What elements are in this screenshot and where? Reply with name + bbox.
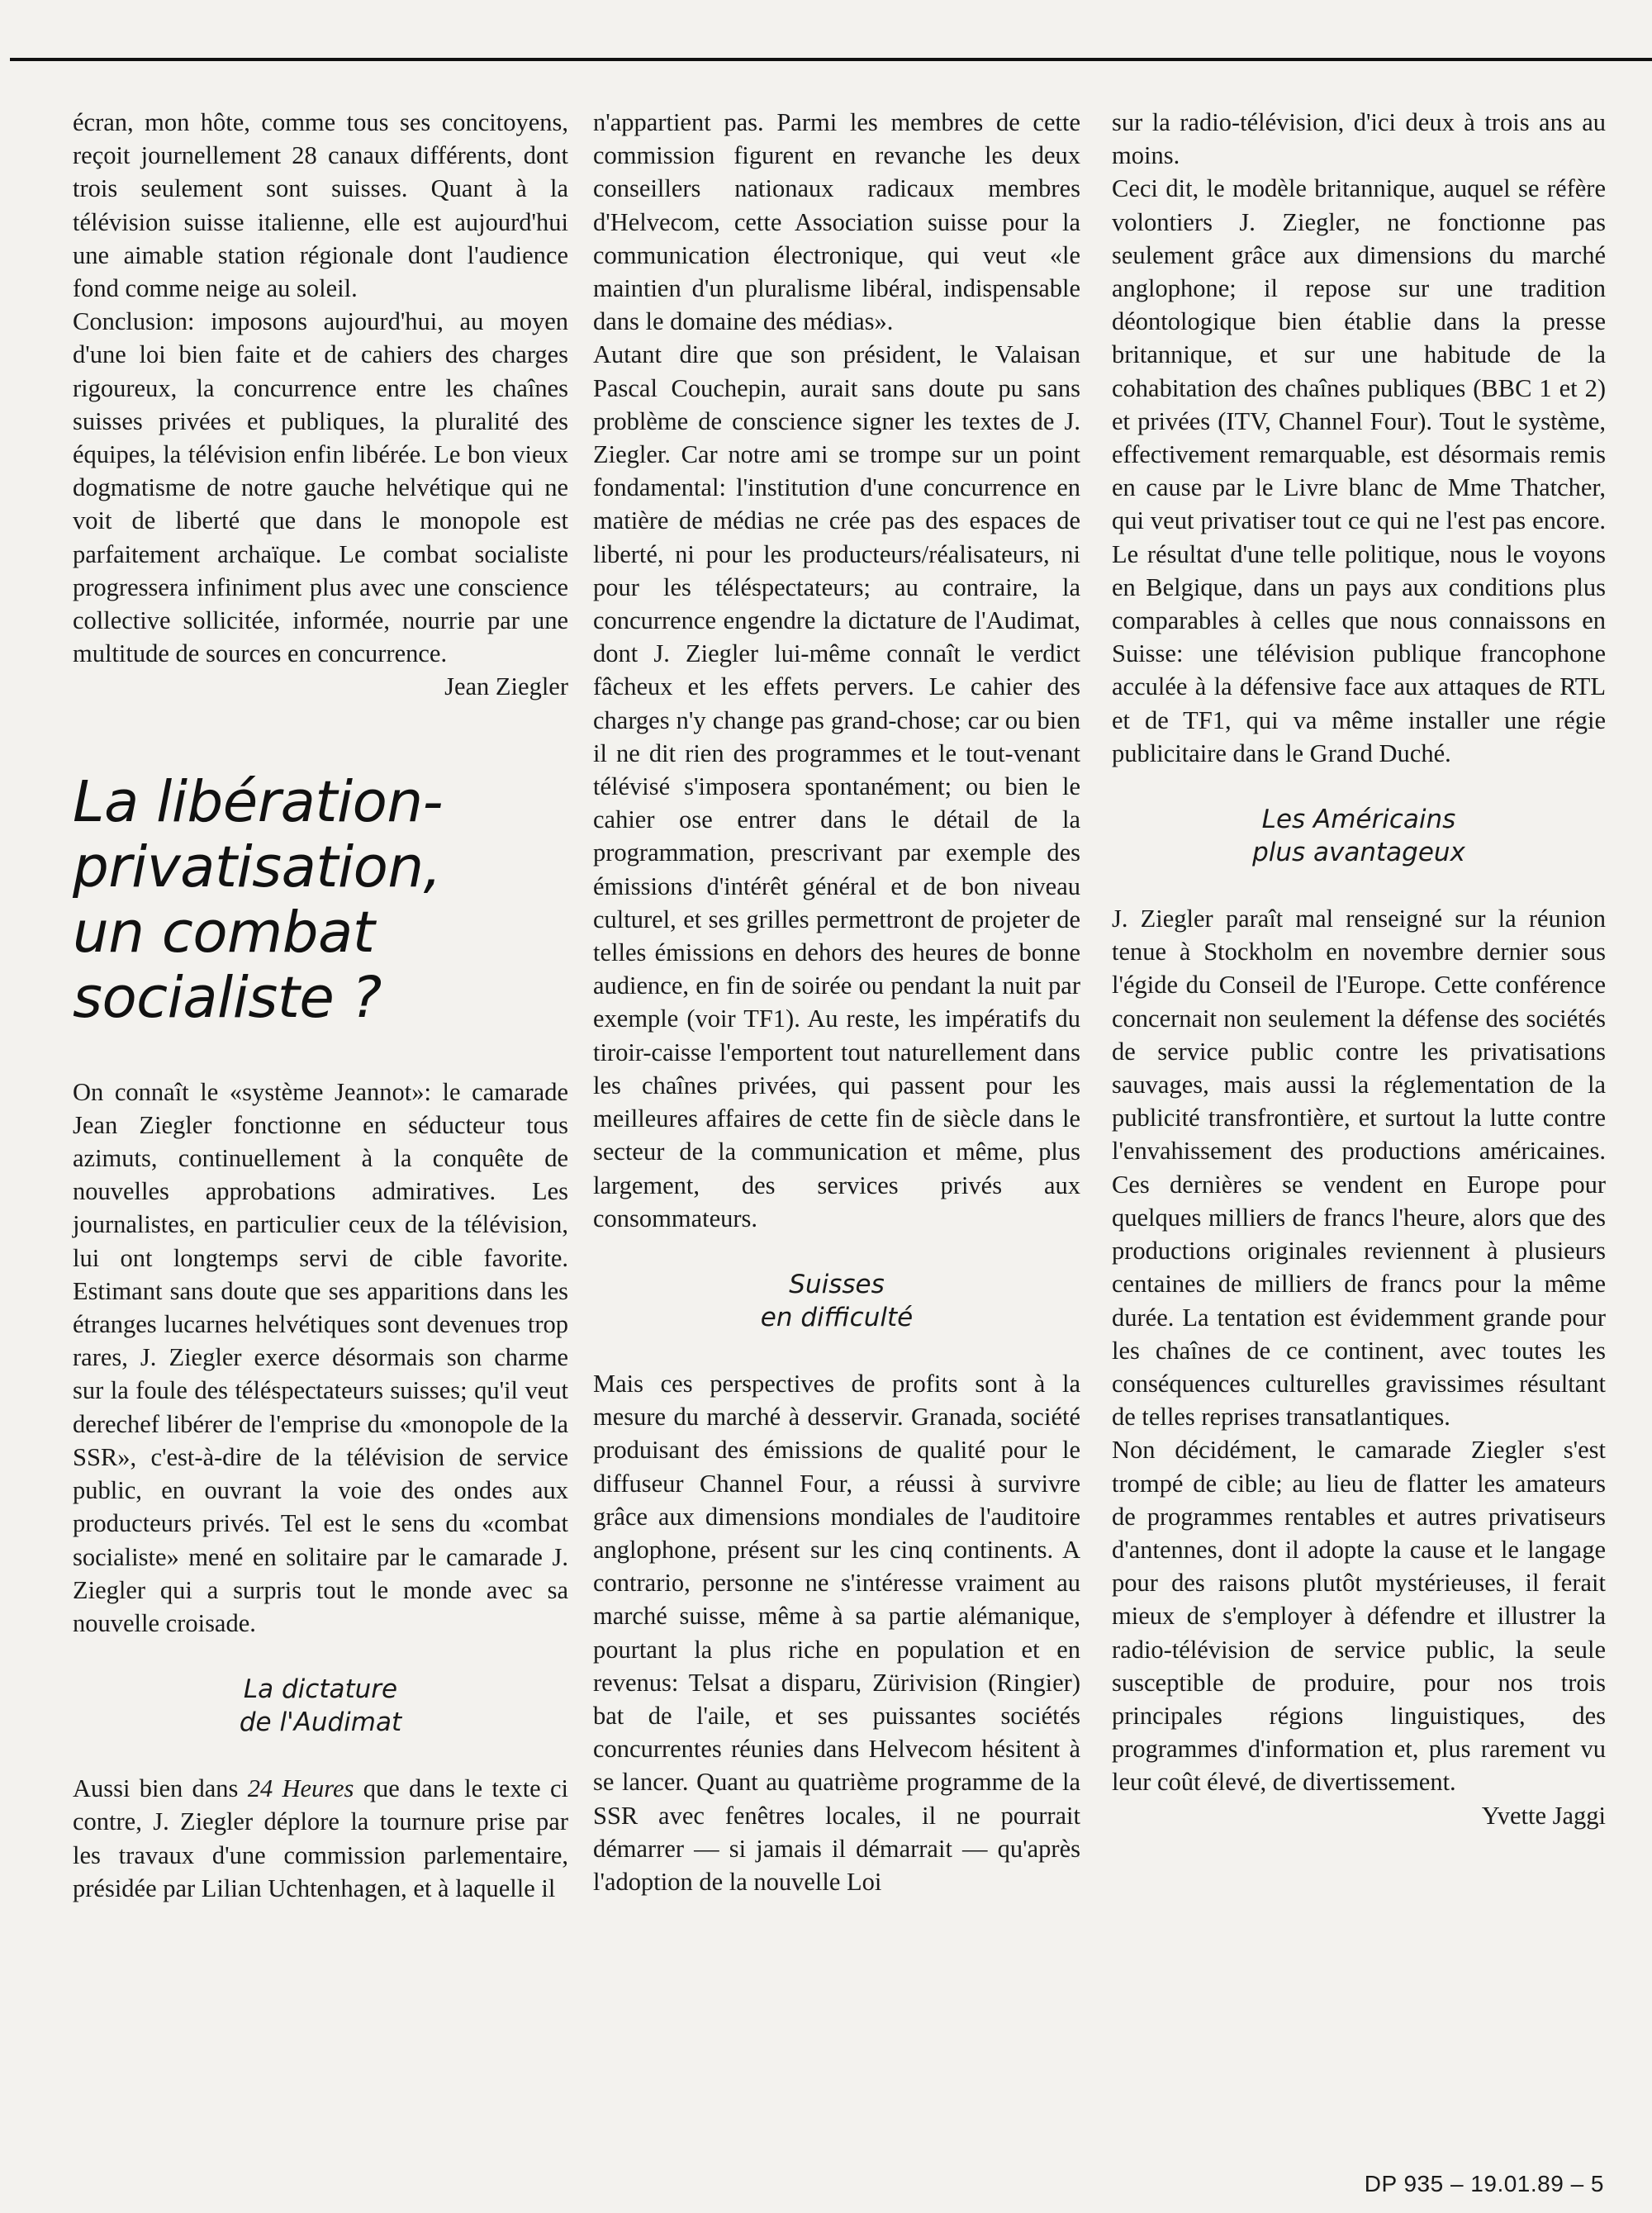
subheading: Suisses en difficulté [760, 1269, 914, 1332]
paragraph: Autant dire que son président, le Valaisan Pascal Couchepin, aurait sans doute pu sans problème de conscience signer les textes de J. Ziegler. Car notre ami se trompe sur un point fondamental: l'institution d'une concurrence en matière de médias ne crée pas des espaces de liberté, ni pour les producteurs/réalisateurs, ni pour les téléspectateurs; au contraire, la concurrence engendre la dictature de l'Audimat, dont J. Ziegler lui-même connaît le verdict fâcheux et les effets pervers. Le cahier des charges n'y change pas grand-chose; car ou bien il ne dit rien des programmes et le tout-venant télévisé s'imposera spontanément; ou bien le cahier ose entrer dans le détail de la programmation, prescrivant par exemple des émissions d'intérêt général et de bon niveau culturel, et ses grilles permettront de projeter de telles émissions en dehors des heures de bonne audience, en fin de soirée ou pendant la nuit par exemple (voir TF1). Au reste, les impératifs du tiroir-caisse l'emportent tout naturellement dans les chaînes privées, qui passent pour les meilleures affaires de cette fin de siècle dans le secteur de la communication et même, plus largement, des services privés aux consommateurs. [593, 340, 1080, 1232]
paragraph: Ceci dit, le modèle britannique, auquel se réfère volontiers J. Ziegler, ne fonctionne pas seulement grâce aux dimensions du marché anglophone; il repose sur une tradition déontologique bien établie dans la presse britannique, et sur une habitude de la cohabitation des chaînes publiques (BBC 1 et 2) et privées (ITV, Channel Four). Tout le système, effectivement remarquable, est désormais remis en cause par le Livre blanc de Mme Thatcher, qui veut privatiser tout ce qui ne l'est pas encore. Le résultat d'une telle politique, nous le voyons en Belgique, dans un pays aux conditions plus comparables à celles que nous connaissons en Suisse: une télévision publique francophone acculée à la défensive face aux attaques de RTL et de TF1, qui va même installer une régie publicitaire dans le Grand Duché. [1112, 174, 1606, 767]
paragraph: On connaît le «système Jeannot»: le camarade Jean Ziegler fonctionne en séducteur tous azimuts, continuellement à la conquête de nouvelles approbations admiratives. Les journalistes, en particulier ceux de la télévision, lui ont longtemps servi de cible favorite. Estimant sans doute que ses apparitions dans les étranges lucarnes helvétiques sont devenues trop rares, J. Ziegler exerce désormais son charme sur la foule des téléspectateurs suisses; qu'il veut derechef libérer de l'emprise du «monopole de la SSR», c'est-à-dire de la télévision de service public, en ouvrant la voie des ondes aux producteurs privés. Tel est le sens du «combat socialiste» mené en solitaire par le camarade J. Ziegler qui a surpris tout le monde avec sa nouvelle croisade. [73, 1077, 568, 1637]
top-rule [10, 58, 1652, 61]
paragraph: Aussi bien dans 24 Heures que dans le texte ci contre, J. Ziegler déplore la tournure prise par les travaux d'une commission parlementaire, présidée par Lilian Uchtenhagen, et à laquelle il [73, 1774, 568, 1902]
paragraph: écran, mon hôte, comme tous ses concitoyens, reçoit journellement 28 canaux différents, dont trois seulement sont suisses. Quant à la télévision suisse italienne, elle est aujourd'hui une aimable station régionale dont l'audience fond comme neige au soleil. [73, 108, 568, 303]
column-2 [593, 106, 1080, 1898]
author-signature: Yvette Jaggi [1481, 1801, 1606, 1830]
subheading: Les Américains plus avantageux [1252, 805, 1465, 868]
paragraph: sur la radio-télévision, d'ici deux à trois ans au moins. [1112, 108, 1606, 170]
paragraph: J. Ziegler paraît mal renseigné sur la réunion tenue à Stockholm en novembre dernier sous l'égide du Conseil de l'Europe. Cette conférence concernait non seulement la défense des sociétés de service public contre les privatisations sauvages, mais aussi la réglementation de la publicité transfrontière, et surtout la lutte contre l'envahissement des productions américaines. Ces dernières se vendent en Europe pour quelques milliers de francs l'heure, alors que des productions originales reviennent à plusieurs centaines de milliers de francs pour la même durée. La tentation est évidemment grande pour les chaînes de ce continent, avec toutes les conséquences culturelles gravissimes résultant de telles reprises transatlantiques. [1112, 905, 1606, 1432]
paragraph: Mais ces perspectives de profits sont à la mesure du marché à desservir. Granada, société produisant des émissions de qualité pour le diffuseur Channel Four, a réussi à survivre grâce aux dimensions mondiales de l'auditoire anglophone, présent sur les cinq continents. A contrario, personne ne s'intéresse vraiment au marché suisse, même à sa partie alémanique, pourtant la plus riche en population et en revenus: Telsat a disparu, Zürivision (Ringier) bat de l'aile, et ses puissantes sociétés concurrentes réunies dans Helvecom hésitent à se lancer. Quant au quatrième programme de la SSR avec fenêtres locales, il ne pourrait démarrer — si jamais il démarrait — qu'après l'adoption de la nouvelle Loi [593, 1369, 1080, 1896]
paragraph: Non décidément, le camarade Ziegler s'est trompé de cible; au lieu de flatter les amateurs de programmes rentables et autres privatiseurs d'antennes, dont il adopte la cause et le langage pour des raisons plutôt mystérieuses, il ferait mieux de s'employer à défendre et illustrer la radio-télévision de service public, la seule susceptible de produire, pour nos trois principales régions linguistiques, des programmes d'information et, plus rarement vu leur coût élevé, de divertissement. [1112, 1436, 1606, 1797]
headline-line: privatisation, [73, 833, 442, 900]
headline-line: socialiste ? [73, 964, 382, 1031]
paragraph: n'appartient pas. Parmi les membres de cette commission figurent en revanche les deux conseillers nationaux radicaux membres d'Helvecom, cette Association suisse pour la communication électronique, qui veut «le maintien d'un pluralisme libéral, indispensable dans le domaine des médias». [593, 108, 1080, 336]
column-3 [1112, 106, 1606, 1832]
page-footer: DP 935 – 19.01.89 – 5 [1364, 2171, 1604, 2196]
column-1 [73, 106, 568, 1905]
publication-title: 24 Heures [247, 1774, 354, 1803]
article-headline [73, 770, 568, 1031]
subheading: La dictature de l'Audimat [239, 1674, 402, 1738]
headline-line: La libération- [73, 768, 443, 835]
author-signature: Jean Ziegler [444, 672, 568, 701]
paragraph: Conclusion: imposons aujourd'hui, au moyen d'une loi bien faite et de cahiers des charges rigoureux, la concurrence entre les chaînes suisses privées et publiques, la pluralité des équipes, la télévision enfin libérée. Le bon vieux dogmatisme de notre gauche helvétique qui ne voit de liberté que dans le monopole est parfaitement archaïque. Le combat socialiste progressera infiniment plus avec une conscience collective sollicitée, informée, nourrie par une multitude de sources en concurrence. [73, 307, 568, 668]
headline-line: un combat [73, 899, 375, 966]
